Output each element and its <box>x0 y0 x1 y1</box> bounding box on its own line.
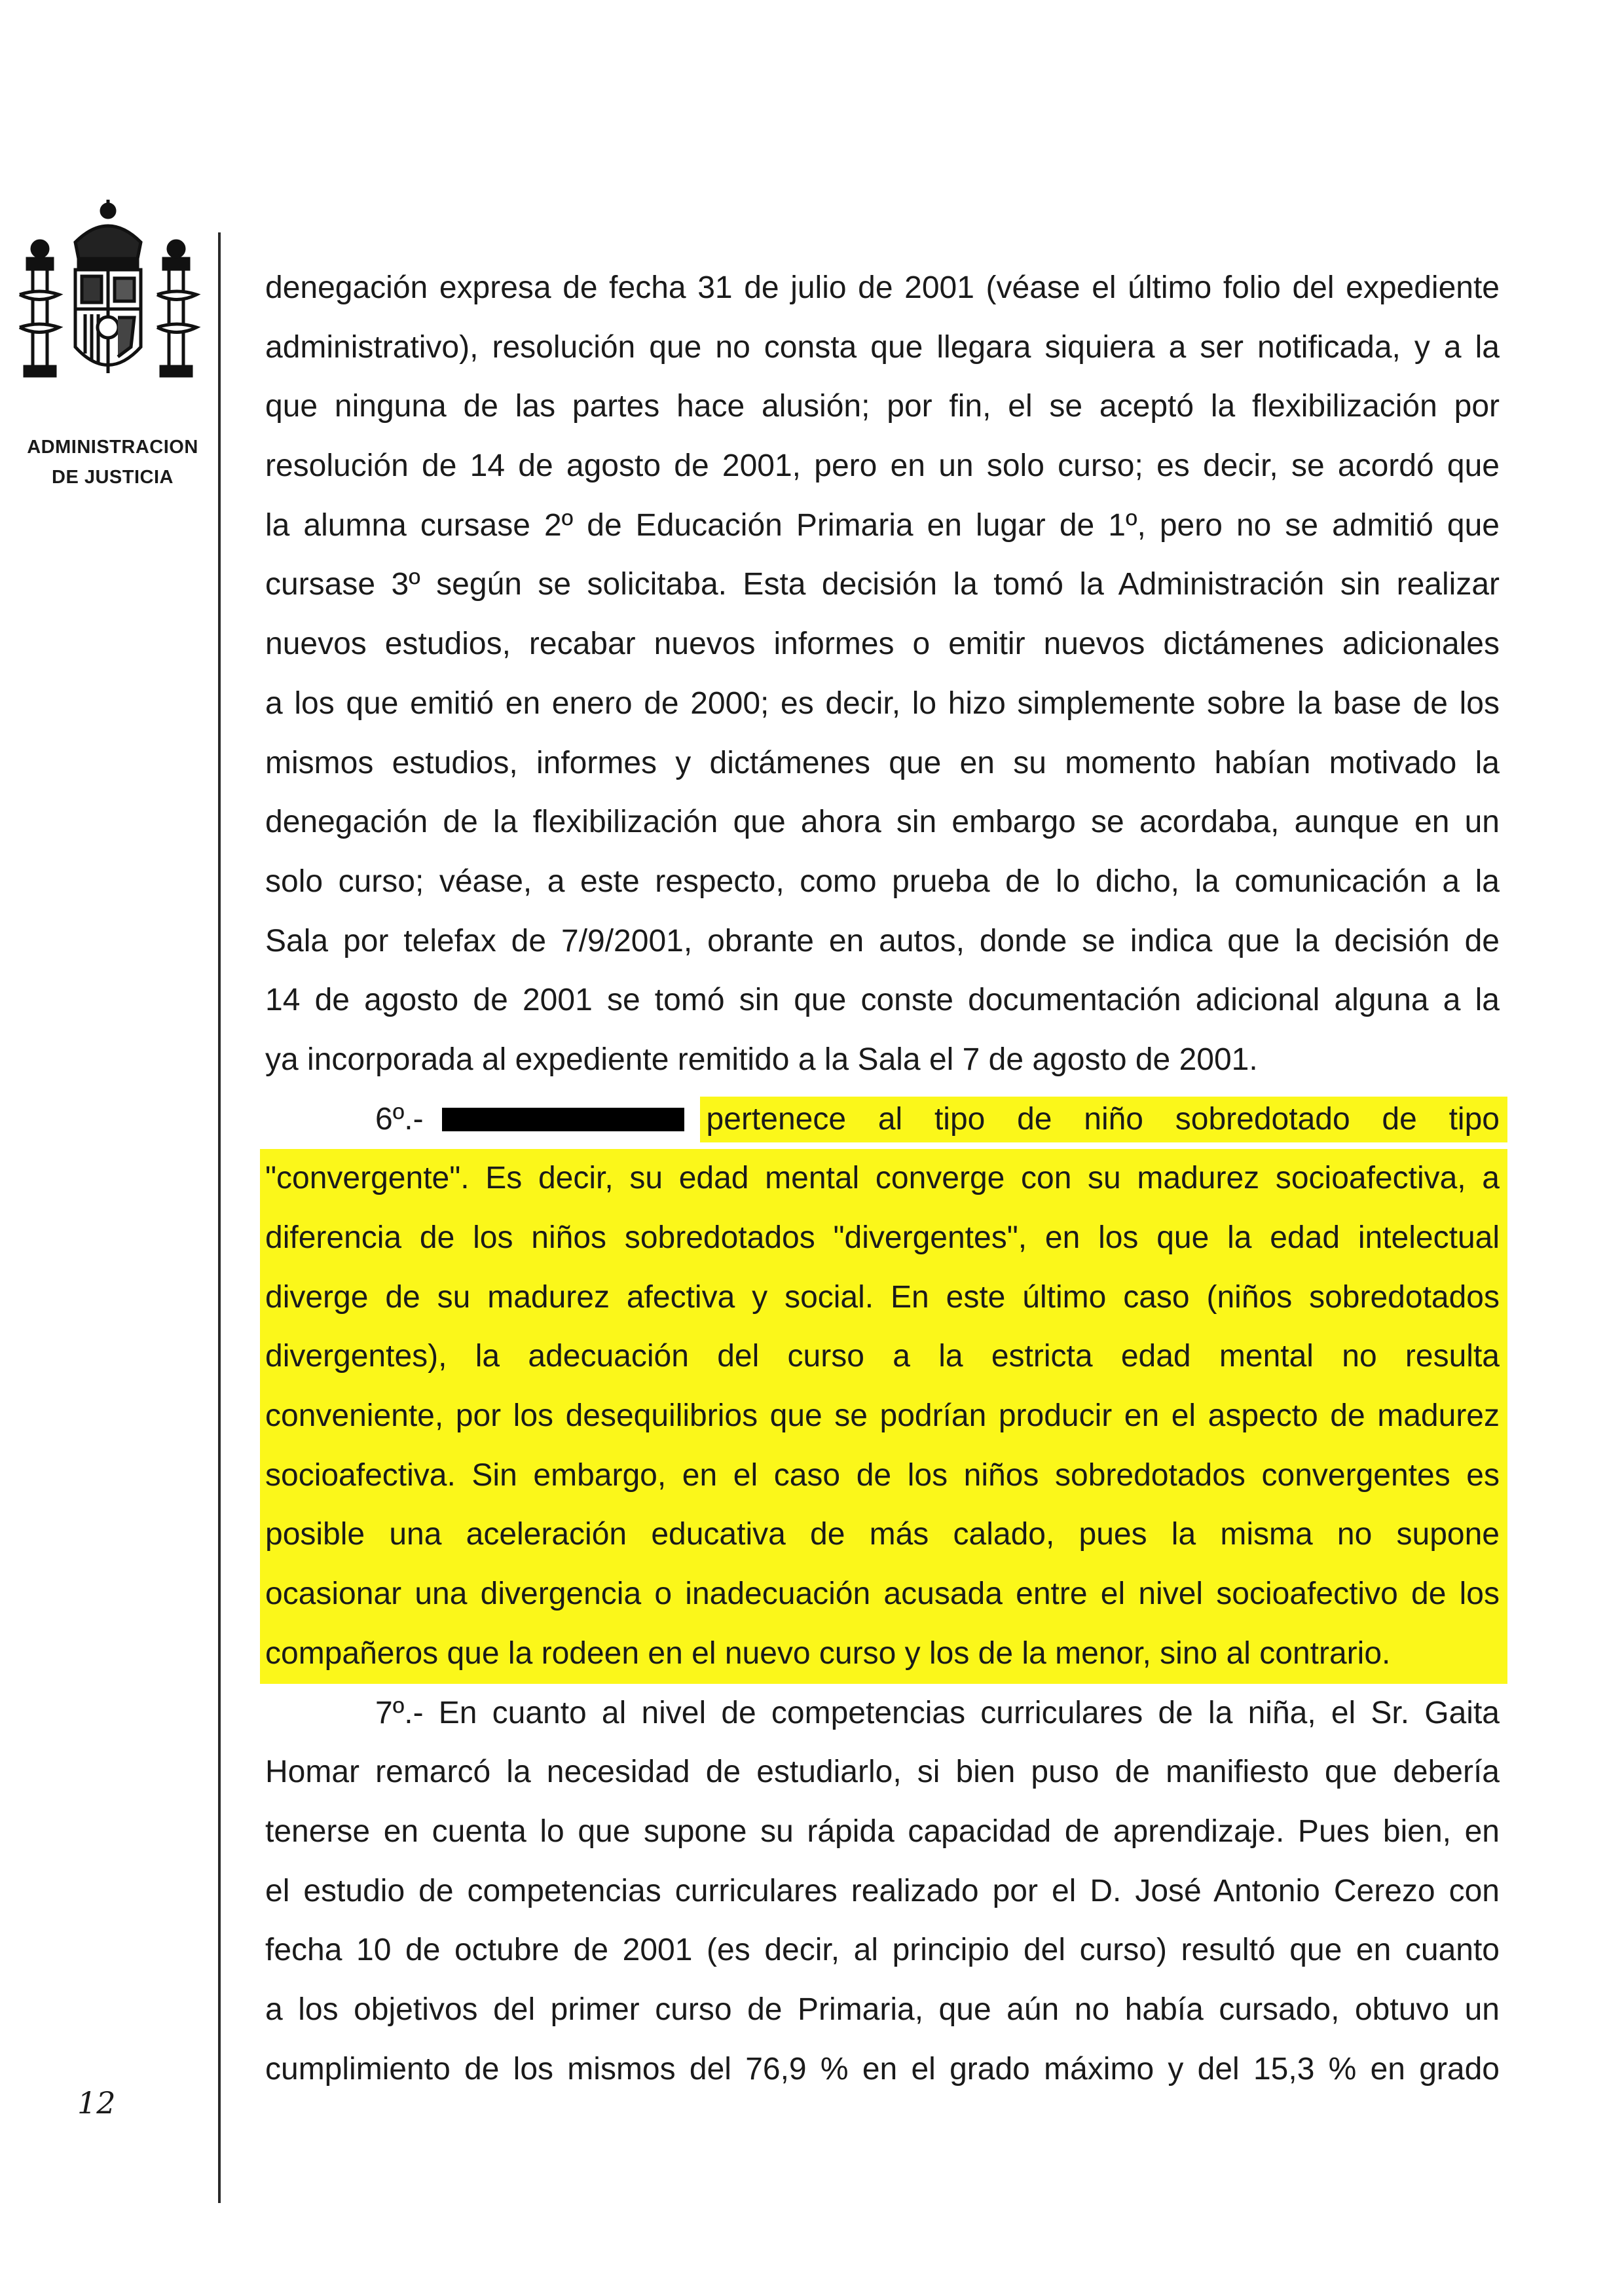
text-line: Sala por telefax de 7/9/2001, obrante en autos, donde se indica que la decisión de <box>265 923 1500 958</box>
word: niño <box>1084 1101 1143 1137</box>
text-line: administrativo), resolución que no consta que llegara siquiera a ser notificada, y a la <box>265 329 1500 365</box>
text-line: denegación de la flexibilización que ahora sin embargo se acordaba, aunque en un <box>265 805 1500 840</box>
text-line: conveniente, por los desequilibrios que se podrían producir en el aspecto de madurez <box>265 1398 1500 1434</box>
text-line: divergentes), la adecuación del curso a la estricta edad mental no resulta <box>265 1339 1500 1374</box>
paragraph-continuation <box>265 259 1500 1090</box>
body-text <box>265 259 1500 2099</box>
text-line: que ninguna de las partes hace alusión; por fin, el se aceptó la flexibilización por <box>265 389 1500 424</box>
text-line: tenerse en cuenta lo que supone su rápida capacidad de aprendizaje. Pues bien, en <box>265 1813 1500 1849</box>
text-line: ya incorporada al expediente remitido a la Sala el 7 de agosto de 2001. <box>265 1042 1258 1077</box>
word: tipo <box>1449 1101 1500 1137</box>
word: pertenece <box>706 1101 847 1137</box>
text-line: socioafectiva. Sin embargo, en el caso de los niños sobredotados convergentes es <box>265 1457 1500 1493</box>
text-line: a los que emitió en enero de 2000; es decir, lo hizo simplemente sobre la base de los <box>265 685 1500 721</box>
text-line: Homar remarcó la necesidad de estudiarlo, si bien puso de manifiesto que debería <box>265 1755 1500 1790</box>
paragraph-6-first-line <box>265 1090 1500 1150</box>
text-line: compañeros que la rodeen en el nuevo curso y los de la menor, sino al contrario. <box>265 1635 1391 1671</box>
text-line: cursase 3º según se solicitaba. Esta decisión la tomó la Administración sin realizar <box>265 567 1500 602</box>
institution-label <box>14 432 211 492</box>
text-line: solo curso; véase, a este respecto, como prueba de lo dicho, la comunicación a la <box>265 864 1500 899</box>
word: de <box>1382 1101 1417 1137</box>
institution-line-1: ADMINISTRACION <box>27 437 198 458</box>
text-line: 7º.- En cuanto al nivel de competencias curriculares de la niña, el Sr. Gaita <box>375 1695 1500 1730</box>
paragraph-6 <box>265 1090 1500 1684</box>
paragraph-7 <box>265 1684 1500 2100</box>
margin-rule <box>218 232 221 2203</box>
highlighted-text <box>700 1097 1507 1142</box>
page-number: 12 <box>77 2085 116 2121</box>
word: de <box>1017 1101 1052 1137</box>
text-line: diferencia de los niños sobredotados "divergentes", en los que la edad intelectual <box>265 1220 1500 1255</box>
institution-line-2: DE JUSTICIA <box>52 467 174 488</box>
text-line: diverge de su madurez afectiva y social. En este último caso (niños sobredotados <box>265 1279 1500 1315</box>
text-line: posible una aceleración educativa de más calado, pues la misma no supone <box>265 1517 1500 1552</box>
text-line: fecha 10 de octubre de 2001 (es decir, al principio del curso) resultó que en cuanto <box>265 1933 1500 1968</box>
text-line: a los objetivos del primer curso de Primaria, que aún no había cursado, obtuvo un <box>265 1992 1500 2027</box>
text-line: resolución de 14 de agosto de 2001, pero en un solo curso; es decir, se acordó que <box>265 448 1500 484</box>
text-line: denegación expresa de fecha 31 de julio de 2001 (véase el último folio del expediente <box>265 270 1500 305</box>
word: tipo <box>934 1101 986 1137</box>
text-line: mismos estudios, informes y dictámenes que en su momento habían motivado la <box>265 745 1500 780</box>
redaction-bar <box>442 1108 684 1131</box>
paragraph-6-number: 6º.- <box>375 1101 424 1137</box>
text-line: 14 de agosto de 2001 se tomó sin que conste documentación adicional alguna a la <box>265 983 1500 1018</box>
text-line: el estudio de competencias curriculares realizado por el D. José Antonio Cerezo con <box>265 1873 1500 1908</box>
text-line: la alumna cursase 2º de Educación Primaria en lugar de 1º, pero no se admitió que <box>265 507 1500 543</box>
text-line: "convergente". Es decir, su edad mental converge con su madurez socioafectiva, a <box>265 1161 1500 1196</box>
text-line: ocasionar una divergencia o inadecuación acusada entre el nivel socioafectivo de los <box>265 1576 1500 1612</box>
word: sobredotado <box>1175 1101 1350 1137</box>
highlighted-block <box>260 1149 1507 1683</box>
text-line: nuevos estudios, recabar nuevos informes o emitir nuevos dictámenes adicionales <box>265 627 1500 662</box>
coat-of-arms-icon <box>13 196 203 419</box>
word: al <box>877 1101 903 1137</box>
text-line: cumplimiento de los mismos del 76,9 % en el grado máximo y del 15,3 % en grado <box>265 2051 1500 2086</box>
